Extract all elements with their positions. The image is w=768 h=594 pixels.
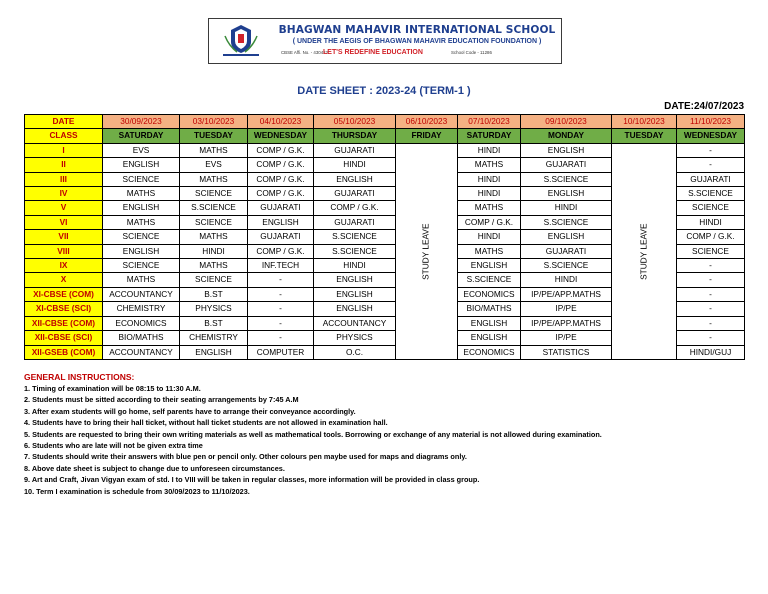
subject-cell: ENGLISH xyxy=(248,215,314,229)
class-cell: XII-GSEB (COM) xyxy=(25,345,103,359)
cbse-affiliation: CBSE Affi. No. - 430422 xyxy=(281,50,329,55)
subject-cell: GUJARATI xyxy=(521,244,612,258)
general-instructions xyxy=(24,372,764,497)
day-row xyxy=(25,129,745,143)
subject-cell: SCIENCE xyxy=(103,259,180,273)
subject-cell: SCIENCE xyxy=(180,187,248,201)
day-cell: TUESDAY xyxy=(180,129,248,143)
subject-cell: ECONOMICS xyxy=(458,287,521,301)
subject-cell: ACCOUNTANCY xyxy=(103,287,180,301)
subject-cell: ENGLISH xyxy=(521,143,612,157)
day-cell: THURSDAY xyxy=(314,129,396,143)
instruction-item: 6. Students who are late will not be given extra time xyxy=(24,441,203,451)
subject-cell: STATISTICS xyxy=(521,345,612,359)
subject-cell: ENGLISH xyxy=(458,259,521,273)
school-logo-icon xyxy=(215,22,267,59)
class-cell: III xyxy=(25,172,103,186)
subject-cell: S.SCIENCE xyxy=(314,230,396,244)
class-cell: VI xyxy=(25,215,103,229)
instruction-item: 7. Students should write their answers with blue pen or pencil only. Other colours pen maybe used for maps and diagrams only. xyxy=(24,452,467,462)
subject-cell: GUJARATI xyxy=(677,172,745,186)
subject-cell: MATHS xyxy=(180,143,248,157)
subject-cell: HINDI xyxy=(458,172,521,186)
subject-cell: GUJARATI xyxy=(248,230,314,244)
date-label: DATE xyxy=(25,115,103,129)
subject-cell: MATHS xyxy=(103,187,180,201)
day-cell: WEDNESDAY xyxy=(248,129,314,143)
subject-cell: BIO/MATHS xyxy=(458,302,521,316)
subject-cell: SCIENCE xyxy=(103,172,180,186)
subject-cell: ENGLISH xyxy=(314,172,396,186)
date-row xyxy=(25,115,745,129)
subject-cell: BIO/MATHS xyxy=(103,331,180,345)
subject-cell: S.SCIENCE xyxy=(458,273,521,287)
date-cell: 09/10/2023 xyxy=(521,115,612,129)
subject-cell: GUJARATI xyxy=(314,215,396,229)
subject-cell: S.SCIENCE xyxy=(521,215,612,229)
subject-cell: MATHS xyxy=(458,201,521,215)
study-leave-cell xyxy=(612,143,677,359)
subject-cell: IP/PE xyxy=(521,331,612,345)
subject-cell: ENGLISH xyxy=(521,230,612,244)
subject-cell: S.SCIENCE xyxy=(521,259,612,273)
subject-cell: ENGLISH xyxy=(314,273,396,287)
table-row xyxy=(25,143,745,157)
subject-cell: - xyxy=(248,287,314,301)
subject-cell: SCIENCE xyxy=(677,244,745,258)
instruction-item: 1. Timing of examination will be 08:15 to 11:30 A.M. xyxy=(24,384,201,393)
subject-cell: HINDI xyxy=(180,244,248,258)
subject-cell: EVS xyxy=(103,143,180,157)
subject-cell: HINDI xyxy=(314,158,396,172)
subject-cell: MATHS xyxy=(180,230,248,244)
date-cell: 03/10/2023 xyxy=(180,115,248,129)
class-cell: XI-CBSE (SCI) xyxy=(25,302,103,316)
instruction-item: 3. After exam students will go home, self parents have to arrange their conveyance accordingly. xyxy=(24,406,356,416)
subject-cell: ECONOMICS xyxy=(103,316,180,330)
subject-cell: - xyxy=(677,158,745,172)
class-cell: V xyxy=(25,201,103,215)
subject-cell: MATHS xyxy=(103,273,180,287)
subject-cell: S.SCIENCE xyxy=(677,187,745,201)
subject-cell: COMP / G.K. xyxy=(248,244,314,258)
subject-cell: PHYSICS xyxy=(314,331,396,345)
subject-cell: COMP / G.K. xyxy=(458,215,521,229)
subject-cell: IP/PE/APP.MATHS xyxy=(521,287,612,301)
subject-cell: HINDI xyxy=(521,273,612,287)
subject-cell: ENGLISH xyxy=(314,302,396,316)
instructions-title: GENERAL INSTRUCTIONS: xyxy=(24,372,135,382)
class-cell: X xyxy=(25,273,103,287)
subject-cell: COMPUTER xyxy=(248,345,314,359)
subject-cell: O.C. xyxy=(314,345,396,359)
date-cell: 05/10/2023 xyxy=(314,115,396,129)
page-title: DATE SHEET : 2023-24 (TERM-1 ) xyxy=(297,85,471,97)
subject-cell: GUJARATI xyxy=(314,187,396,201)
subject-cell: ENGLISH xyxy=(103,244,180,258)
subject-cell: MATHS xyxy=(458,158,521,172)
subject-cell: CHEMISTRY xyxy=(180,331,248,345)
subject-cell: S.SCIENCE xyxy=(314,244,396,258)
subject-cell: ACCOUNTANCY xyxy=(103,345,180,359)
class-cell: II xyxy=(25,158,103,172)
subject-cell: - xyxy=(248,302,314,316)
school-code: School Code - 11286 xyxy=(451,50,492,55)
instruction-item: 8. Above date sheet is subject to change due to unforeseen circumstances. xyxy=(24,463,285,473)
subject-cell: INF.TECH xyxy=(248,259,314,273)
subject-cell: IP/PE/APP.MATHS xyxy=(521,316,612,330)
instruction-item: 4. Students have to bring their hall ticket, without hall ticket students are not allowed in examination hall. xyxy=(24,418,388,428)
study-leave-label: STUDY LEAVE xyxy=(420,223,431,280)
subject-cell: ACCOUNTANCY xyxy=(314,316,396,330)
subject-cell: ENGLISH xyxy=(458,316,521,330)
subject-cell: PHYSICS xyxy=(180,302,248,316)
subject-cell: HINDI xyxy=(458,187,521,201)
date-cell: 06/10/2023 xyxy=(396,115,458,129)
subject-cell: S.SCIENCE xyxy=(521,172,612,186)
day-cell: SATURDAY xyxy=(103,129,180,143)
instruction-item: 5. Students are requested to bring their own writing materials as well as mathematical tools. Borrowing or exchange of any material is not allowed during examination. xyxy=(24,429,602,439)
subject-cell: GUJARATI xyxy=(314,143,396,157)
subject-cell: - xyxy=(248,316,314,330)
subject-cell: HINDI xyxy=(314,259,396,273)
instruction-item: 10. Term I examination is schedule from 30/09/2023 to 11/10/2023. xyxy=(24,486,250,496)
day-cell: WEDNESDAY xyxy=(677,129,745,143)
subject-cell: MATHS xyxy=(458,244,521,258)
study-leave-label: STUDY LEAVE xyxy=(638,223,649,280)
subject-cell: B.ST xyxy=(180,316,248,330)
subject-cell: IP/PE xyxy=(521,302,612,316)
subject-cell: SCIENCE xyxy=(103,230,180,244)
school-tagline: LET'S REDEFINE EDUCATION xyxy=(323,49,423,56)
subject-cell: B.ST xyxy=(180,287,248,301)
subject-cell: COMP / G.K. xyxy=(248,143,314,157)
subject-cell: - xyxy=(677,331,745,345)
class-cell: XI-CBSE (COM) xyxy=(25,287,103,301)
school-aegis: ( UNDER THE AEGIS OF BHAGWAN MAHAVIR EDUCATION FOUNDATION ) xyxy=(292,38,542,45)
class-label: CLASS xyxy=(25,129,103,143)
class-cell: VIII xyxy=(25,244,103,258)
class-cell: XII-CBSE (SCI) xyxy=(25,331,103,345)
subject-cell: ENGLISH xyxy=(180,345,248,359)
instruction-item: 9. Art and Craft, Jivan Vigyan exam of std. I to VIII will be taken in regular classes, more information will be provided in class group. xyxy=(24,475,480,485)
subject-cell: - xyxy=(677,302,745,316)
subject-cell: COMP / G.K. xyxy=(248,158,314,172)
date-cell: 04/10/2023 xyxy=(248,115,314,129)
day-cell: TUESDAY xyxy=(612,129,677,143)
subject-cell: HINDI xyxy=(521,201,612,215)
subject-cell: HINDI xyxy=(458,230,521,244)
subject-cell: HINDI/GUJ xyxy=(677,345,745,359)
subject-cell: ENGLISH xyxy=(521,187,612,201)
subject-cell: S.SCIENCE xyxy=(180,201,248,215)
subject-cell: ENGLISH xyxy=(314,287,396,301)
instructions-list xyxy=(24,383,764,497)
subject-cell: - xyxy=(248,273,314,287)
subject-cell: COMP / G.K. xyxy=(314,201,396,215)
subject-cell: - xyxy=(677,316,745,330)
subject-cell: - xyxy=(677,287,745,301)
subject-cell: GUJARATI xyxy=(521,158,612,172)
date-cell: 10/10/2023 xyxy=(612,115,677,129)
subject-cell: ECONOMICS xyxy=(458,345,521,359)
subject-cell: COMP / G.K. xyxy=(248,172,314,186)
subject-cell: ENGLISH xyxy=(103,158,180,172)
subject-cell: - xyxy=(677,259,745,273)
subject-cell: GUJARATI xyxy=(248,201,314,215)
subject-cell: HINDI xyxy=(458,143,521,157)
subject-cell: SCIENCE xyxy=(180,273,248,287)
study-leave-cell xyxy=(396,143,458,359)
school-header xyxy=(208,18,562,64)
class-cell: IX xyxy=(25,259,103,273)
subject-cell: EVS xyxy=(180,158,248,172)
subject-cell: COMP / G.K. xyxy=(677,230,745,244)
date-cell: 11/10/2023 xyxy=(677,115,745,129)
subject-cell: MATHS xyxy=(180,259,248,273)
subject-cell: COMP / G.K. xyxy=(248,187,314,201)
subject-cell: SCIENCE xyxy=(677,201,745,215)
subject-cell: - xyxy=(248,331,314,345)
class-cell: I xyxy=(25,143,103,157)
subject-cell: - xyxy=(677,143,745,157)
day-cell: MONDAY xyxy=(521,129,612,143)
instruction-item: 2. Students must be sitted according to their seating arrangements by 7:45 A.M xyxy=(24,395,299,405)
date-sheet-table xyxy=(24,114,745,360)
subject-cell: ENGLISH xyxy=(458,331,521,345)
day-cell: SATURDAY xyxy=(458,129,521,143)
date-cell: 07/10/2023 xyxy=(458,115,521,129)
issue-date: DATE:24/07/2023 xyxy=(664,101,744,112)
class-cell: XII-CBSE (COM) xyxy=(25,316,103,330)
subject-cell: HINDI xyxy=(677,215,745,229)
school-name: BHAGWAN MAHAVIR INTERNATIONAL SCHOOL xyxy=(278,24,556,36)
subject-cell: MATHS xyxy=(103,215,180,229)
subject-cell: MATHS xyxy=(180,172,248,186)
subject-cell: SCIENCE xyxy=(180,215,248,229)
subject-cell: CHEMISTRY xyxy=(103,302,180,316)
class-cell: VII xyxy=(25,230,103,244)
date-cell: 30/09/2023 xyxy=(103,115,180,129)
class-cell: IV xyxy=(25,187,103,201)
subject-cell: - xyxy=(677,273,745,287)
day-cell: FRIDAY xyxy=(396,129,458,143)
subject-cell: ENGLISH xyxy=(103,201,180,215)
